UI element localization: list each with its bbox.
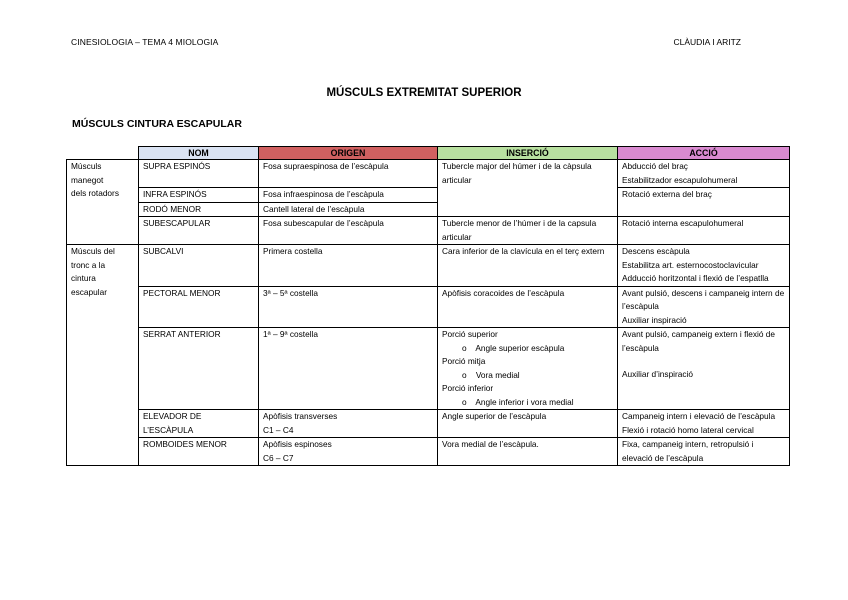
- accio-line: Rotació externa del braç: [622, 189, 712, 199]
- group-label-tronc: [67, 245, 139, 466]
- accio-line: Auxiliar inspiració: [622, 314, 687, 325]
- cell-nom: SERRAT ANTERIOR: [139, 328, 259, 410]
- cell-insercio: Tubercle menor de l’húmer i de la capsula articular: [438, 217, 618, 245]
- cell-accio: [618, 286, 790, 328]
- cell-origen: Fosa subescapular de l’escàpula: [259, 217, 438, 245]
- cell-insercio: Cara inferior de la clavícula en el terç extern: [438, 245, 618, 287]
- nom-line: L’ESCÀPULA: [143, 424, 194, 435]
- group-label-line: Músculs del: [71, 246, 115, 256]
- table-header-row: [67, 147, 790, 160]
- insercio-subline: o Angle inferior i vora medial: [462, 396, 574, 407]
- header-right: CLÀUDIA I ARITZ: [673, 37, 741, 47]
- group-label-line: escapular: [71, 286, 107, 297]
- cell-insercio: [438, 328, 618, 410]
- group-label-rotadors: [67, 160, 139, 245]
- header-left: CINESIOLOGIA – TEMA 4 MIOLOGIA: [71, 37, 219, 47]
- cell-accio: [618, 245, 790, 287]
- muscles-table: [66, 146, 790, 466]
- origen-line: C6 – C7: [263, 452, 294, 463]
- header-origen: ORIGEN: [259, 147, 438, 160]
- header-empty-cell: [67, 147, 139, 160]
- cell-insercio: Tubercle major del húmer i de la càpsula articular: [438, 160, 618, 217]
- cell-accio: [618, 160, 790, 188]
- section-title: MÚSCULS CINTURA ESCAPULAR: [72, 118, 242, 130]
- table-row: [67, 286, 790, 328]
- insercio-line: Porció mitja: [442, 356, 486, 366]
- group-label-line: Músculs: [71, 161, 102, 171]
- header-accio: ACCIÓ: [618, 147, 790, 160]
- cell-origen: Cantell lateral de l’escàpula: [259, 202, 438, 217]
- nom-line: ELEVADOR DE: [143, 411, 202, 421]
- cell-accio: [618, 438, 790, 466]
- insercio-subline: o Angle superior escàpula: [462, 342, 565, 353]
- table-row: [67, 160, 790, 188]
- cell-origen: Fosa infraespinosa de l’escàpula: [259, 188, 438, 203]
- cell-nom: INFRA ESPINÓS: [139, 188, 259, 203]
- group-label-line: dels rotadors: [71, 188, 119, 198]
- origen-line: Apòfisis transverses: [263, 411, 338, 421]
- cell-accio: [618, 188, 790, 217]
- insercio-line: Porció inferior: [442, 383, 494, 393]
- cell-nom: SUBCALVI: [139, 245, 259, 287]
- cell-nom: SUPRA ESPINÓS: [139, 160, 259, 188]
- table-row: [67, 217, 790, 245]
- cell-nom: PECTORAL MENOR: [139, 286, 259, 328]
- cell-insercio: Angle superior de l’escàpula: [438, 410, 618, 438]
- origen-line: C1 – C4: [263, 424, 294, 435]
- insercio-line: Porció superior: [442, 329, 498, 339]
- cell-accio: [618, 328, 790, 410]
- accio-line: Fixa, campaneig intern, retropulsió i elevació de l’escàpula: [622, 439, 754, 463]
- accio-line: Rotació interna escapulohumeral: [622, 218, 744, 228]
- cell-origen: 3ª – 5ª costella: [259, 286, 438, 328]
- cell-nom: ROMBOIDES MENOR: [139, 438, 259, 466]
- cell-origen: Primera costella: [259, 245, 438, 287]
- insercio-subline: o Vora medial: [462, 369, 520, 380]
- cell-insercio: Vora medial de l’escàpula.: [438, 438, 618, 466]
- accio-line: Campaneig intern i elevació de l’escàpula: [622, 411, 776, 421]
- cell-origen: Fosa supraespinosa de l’escàpula: [259, 160, 438, 188]
- header-nom: NOM: [139, 147, 259, 160]
- group-label-line: manegot: [71, 174, 104, 185]
- cell-accio: [618, 410, 790, 438]
- accio-line: Avant pulsió, campaneig extern i flexió de l’escàpula: [622, 329, 775, 353]
- table-row: [67, 188, 790, 203]
- page-title: MÚSCULS EXTREMITAT SUPERIOR: [326, 87, 522, 99]
- cell-origen: [259, 410, 438, 438]
- cell-origen: 1ª – 9ª costella: [259, 328, 438, 410]
- accio-line: Abducció del braç: [622, 161, 688, 171]
- group-label-line: tronc a la: [71, 259, 106, 270]
- accio-line: Estabilitza art. esternocostoclavicular: [622, 259, 759, 270]
- accio-line: Estabilitzador escapulohumeral: [622, 174, 738, 185]
- cell-accio: [618, 217, 790, 245]
- table-row: [67, 245, 790, 287]
- header-insercio: INSERCIÓ: [438, 147, 618, 160]
- accio-line: Adducció horitzontal i flexió de l’espatlla: [622, 273, 769, 283]
- origen-line: Apòfisis espinoses: [263, 439, 332, 449]
- table-row: [67, 410, 790, 438]
- accio-line: Avant pulsió, descens i campaneig intern de l’escàpula: [622, 287, 785, 311]
- cell-nom: [139, 410, 259, 438]
- cell-origen: [259, 438, 438, 466]
- accio-line: Flexió i rotació homo lateral cervical: [622, 424, 754, 435]
- accio-line: Auxiliar d’inspiració: [622, 369, 694, 379]
- table-row: [67, 328, 790, 410]
- accio-line: Descens escàpula: [622, 246, 690, 256]
- cell-nom: SUBESCAPULAR: [139, 217, 259, 245]
- group-label-line: cintura: [71, 273, 96, 283]
- cell-insercio: Apòfisis coracoides de l’escàpula: [438, 286, 618, 328]
- table-row: [67, 438, 790, 466]
- cell-nom: RODÓ MENOR: [139, 202, 259, 217]
